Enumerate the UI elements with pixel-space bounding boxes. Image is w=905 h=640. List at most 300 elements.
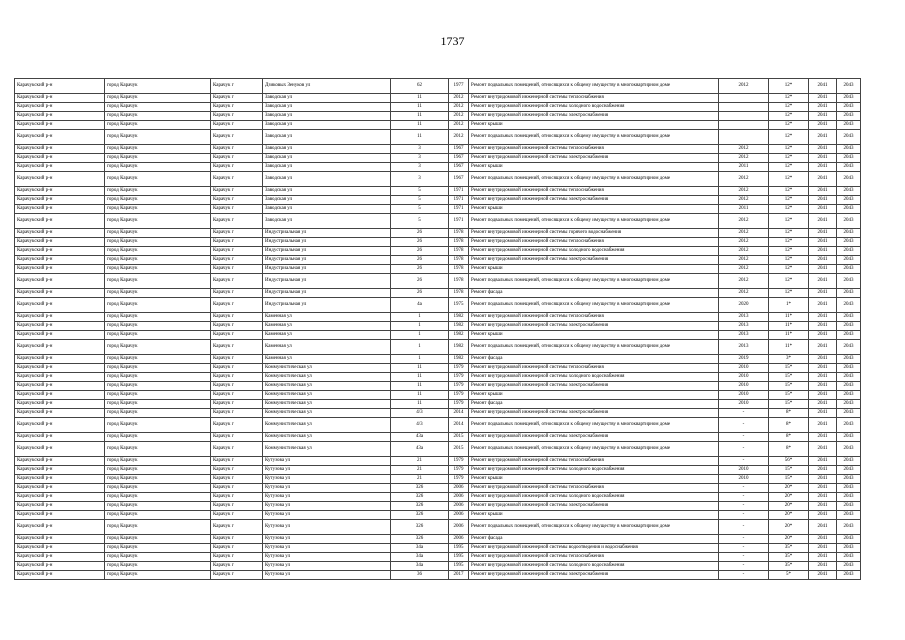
cell-duration: 12* — [769, 274, 809, 289]
cell-district: Карачукский р-н — [15, 502, 105, 511]
cell-last-repair: 2012 — [719, 289, 769, 298]
cell-duration: 15* — [769, 466, 809, 475]
cell-plan-end: 2043 — [837, 154, 861, 163]
table-row — [15, 172, 861, 187]
cell-duration: 35* — [769, 562, 809, 571]
cell-duration: 11* — [769, 331, 809, 340]
cell-duration: 12* — [769, 103, 809, 112]
cell-settlement: город Карачук — [105, 520, 211, 535]
cell-street: Кутузова ул — [263, 493, 391, 502]
cell-street: Заводская ул — [263, 130, 391, 145]
cell-house: 4/3 — [391, 409, 449, 418]
cell-house: 5 — [391, 196, 449, 205]
cell-work-type: Ремонт крыши — [469, 511, 719, 520]
cell-plan-start: 2041 — [809, 364, 837, 373]
cell-settlement: город Карачук — [105, 112, 211, 121]
cell-house: 3 — [391, 145, 449, 154]
cell-settlement: город Карачук — [105, 205, 211, 214]
cell-settlement: город Карачук — [105, 331, 211, 340]
cell-plan-end: 2043 — [837, 502, 861, 511]
cell-last-repair: - — [719, 493, 769, 502]
cell-district: Карачукский р-н — [15, 322, 105, 331]
cell-last-repair: 2010 — [719, 466, 769, 475]
table-row — [15, 475, 861, 484]
cell-locality: Карачук г — [211, 433, 263, 442]
cell-street: Коммунистическая ул — [263, 364, 391, 373]
cell-duration: 20* — [769, 511, 809, 520]
cell-built-year: 2012 — [449, 94, 469, 103]
cell-duration: 12* — [769, 154, 809, 163]
cell-locality: Карачук г — [211, 418, 263, 433]
cell-locality: Карачук г — [211, 154, 263, 163]
cell-street: Кутузова ул — [263, 502, 391, 511]
cell-district: Карачукский р-н — [15, 205, 105, 214]
cell-duration: 8* — [769, 418, 809, 433]
cell-district: Карачукский р-н — [15, 355, 105, 364]
page-number: 1737 — [440, 34, 465, 48]
cell-duration: 12* — [769, 172, 809, 187]
cell-settlement: город Карачук — [105, 484, 211, 493]
cell-plan-end: 2043 — [837, 205, 861, 214]
cell-plan-start: 2041 — [809, 382, 837, 391]
cell-last-repair: 2013 — [719, 340, 769, 355]
table-row — [15, 103, 861, 112]
cell-district: Карачукский р-н — [15, 298, 105, 313]
cell-street: Кутузова ул — [263, 535, 391, 544]
cell-last-repair: - — [719, 502, 769, 511]
cell-duration: 12* — [769, 121, 809, 130]
cell-plan-end: 2043 — [837, 382, 861, 391]
cell-house: 3 — [391, 163, 449, 172]
cell-house: 26 — [391, 256, 449, 265]
cell-built-year: 2006 — [449, 535, 469, 544]
cell-house: 11 — [391, 130, 449, 145]
cell-house: 326 — [391, 484, 449, 493]
cell-district: Карачукский р-н — [15, 163, 105, 172]
cell-plan-start: 2041 — [809, 94, 837, 103]
cell-plan-start: 2041 — [809, 145, 837, 154]
cell-plan-end: 2043 — [837, 409, 861, 418]
cell-street: Индустриальная ул — [263, 256, 391, 265]
cell-duration: 35* — [769, 544, 809, 553]
cell-settlement: город Карачук — [105, 298, 211, 313]
cell-settlement: город Карачук — [105, 163, 211, 172]
cell-house: 26 — [391, 229, 449, 238]
cell-duration: 20* — [769, 502, 809, 511]
table-row — [15, 298, 861, 313]
cell-last-repair: 2011 — [719, 205, 769, 214]
cell-plan-end: 2043 — [837, 400, 861, 409]
cell-plan-start: 2041 — [809, 391, 837, 400]
cell-street: Коммунистическая ул — [263, 409, 391, 418]
cell-locality: Карачук г — [211, 94, 263, 103]
cell-duration: 12* — [769, 187, 809, 196]
cell-last-repair: 2013 — [719, 331, 769, 340]
cell-work-type: Ремонт внутридомовой инженерной системы теплоснабжения — [469, 313, 719, 322]
cell-last-repair — [719, 121, 769, 130]
table-row — [15, 112, 861, 121]
cell-district: Карачукский р-н — [15, 154, 105, 163]
cell-last-repair: 2012 — [719, 256, 769, 265]
cell-work-type: Ремонт подвальных помещений, относящихся к общему имуществу в многоквартирном доме — [469, 274, 719, 289]
cell-street: Заводская ул — [263, 205, 391, 214]
table-row — [15, 196, 861, 205]
cell-settlement: город Карачук — [105, 145, 211, 154]
cell-settlement: город Карачук — [105, 400, 211, 409]
cell-locality: Карачук г — [211, 205, 263, 214]
cell-street: Заводская ул — [263, 187, 391, 196]
cell-house: 1 — [391, 355, 449, 364]
cell-plan-start: 2041 — [809, 535, 837, 544]
cell-street: Кутузова ул — [263, 475, 391, 484]
cell-street: Коммунистическая ул — [263, 382, 391, 391]
cell-street: Кутузова ул — [263, 457, 391, 466]
cell-street: Кутузова ул — [263, 562, 391, 571]
table-row — [15, 274, 861, 289]
cell-district: Карачукский р-н — [15, 544, 105, 553]
cell-plan-end: 2043 — [837, 121, 861, 130]
cell-plan-start: 2041 — [809, 238, 837, 247]
cell-plan-start: 2041 — [809, 247, 837, 256]
cell-built-year: 2014 — [449, 409, 469, 418]
cell-street: Индустриальная ул — [263, 238, 391, 247]
cell-settlement: город Карачук — [105, 433, 211, 442]
cell-work-type: Ремонт подвальных помещений, относящихся к общему имуществу в многоквартирном доме — [469, 520, 719, 535]
table-row — [15, 382, 861, 391]
cell-plan-end: 2043 — [837, 313, 861, 322]
cell-last-repair: 2012 — [719, 154, 769, 163]
cell-last-repair — [719, 94, 769, 103]
cell-locality: Карачук г — [211, 313, 263, 322]
table-row — [15, 154, 861, 163]
cell-house: 4/3 — [391, 418, 449, 433]
cell-district: Карачукский р-н — [15, 391, 105, 400]
cell-built-year: 2017 — [449, 571, 469, 580]
cell-street: Заводская ул — [263, 112, 391, 121]
cell-street: Заводская ул — [263, 172, 391, 187]
cell-work-type: Ремонт крыши — [469, 475, 719, 484]
table-row — [15, 520, 861, 535]
cell-district: Карачукский р-н — [15, 196, 105, 205]
cell-duration: 8* — [769, 442, 809, 457]
cell-plan-end: 2043 — [837, 571, 861, 580]
cell-built-year: 1967 — [449, 163, 469, 172]
cell-locality: Карачук г — [211, 331, 263, 340]
cell-plan-start: 2041 — [809, 373, 837, 382]
cell-district: Карачукский р-н — [15, 79, 105, 94]
cell-duration: 20* — [769, 535, 809, 544]
cell-built-year: 2012 — [449, 112, 469, 121]
cell-work-type: Ремонт фасада — [469, 400, 719, 409]
cell-house: 11 — [391, 121, 449, 130]
cell-settlement: город Карачук — [105, 571, 211, 580]
cell-plan-start: 2041 — [809, 457, 837, 466]
cell-district: Карачукский р-н — [15, 94, 105, 103]
cell-plan-end: 2043 — [837, 433, 861, 442]
cell-house: 26 — [391, 265, 449, 274]
table-row — [15, 571, 861, 580]
cell-locality: Карачук г — [211, 187, 263, 196]
cell-district: Карачукский р-н — [15, 433, 105, 442]
cell-street: Заводская ул — [263, 214, 391, 229]
cell-built-year: 1978 — [449, 265, 469, 274]
cell-house: 26 — [391, 238, 449, 247]
cell-locality: Карачук г — [211, 520, 263, 535]
cell-plan-start: 2041 — [809, 79, 837, 94]
cell-plan-start: 2041 — [809, 214, 837, 229]
cell-work-type: Ремонт внутридомовой инженерной системы холодного водоснабжения — [469, 466, 719, 475]
cell-district: Карачукский р-н — [15, 130, 105, 145]
cell-locality: Карачук г — [211, 322, 263, 331]
cell-locality: Карачук г — [211, 355, 263, 364]
cell-work-type: Ремонт крыши — [469, 331, 719, 340]
table-row — [15, 373, 861, 382]
cell-settlement: город Карачук — [105, 247, 211, 256]
cell-locality: Карачук г — [211, 256, 263, 265]
cell-house: 326 — [391, 502, 449, 511]
cell-street: Заводская ул — [263, 94, 391, 103]
cell-built-year: 2015 — [449, 442, 469, 457]
cell-duration: 12* — [769, 145, 809, 154]
cell-last-repair: 2012 — [719, 265, 769, 274]
cell-work-type: Ремонт подвальных помещений, относящихся к общему имуществу в многоквартирном доме — [469, 418, 719, 433]
table-row — [15, 94, 861, 103]
cell-plan-start: 2041 — [809, 502, 837, 511]
cell-built-year: 1967 — [449, 154, 469, 163]
cell-duration: 12* — [769, 229, 809, 238]
cell-plan-end: 2043 — [837, 214, 861, 229]
cell-plan-start: 2041 — [809, 418, 837, 433]
cell-duration: 5* — [769, 571, 809, 580]
cell-work-type: Ремонт внутридомовой инженерной системы теплоснабжения — [469, 145, 719, 154]
table-row — [15, 238, 861, 247]
cell-settlement: город Карачук — [105, 382, 211, 391]
cell-locality: Карачук г — [211, 475, 263, 484]
cell-last-repair: 2012 — [719, 238, 769, 247]
cell-last-repair: 2013 — [719, 322, 769, 331]
cell-last-repair — [719, 130, 769, 145]
cell-work-type: Ремонт крыши — [469, 265, 719, 274]
cell-plan-end: 2043 — [837, 391, 861, 400]
cell-plan-start: 2041 — [809, 475, 837, 484]
cell-built-year: 2014 — [449, 418, 469, 433]
cell-settlement: город Карачук — [105, 214, 211, 229]
cell-duration: 8* — [769, 409, 809, 418]
cell-duration: 20* — [769, 493, 809, 502]
cell-house: 34a — [391, 544, 449, 553]
cell-locality: Карачук г — [211, 553, 263, 562]
cell-work-type: Ремонт внутридомовой инженерной системы теплоснабжения — [469, 94, 719, 103]
cell-street: Кутузова ул — [263, 511, 391, 520]
cell-work-type: Ремонт внутридомовой инженерной системы электроснабжения — [469, 322, 719, 331]
cell-house: 11 — [391, 382, 449, 391]
cell-house: 43a — [391, 442, 449, 457]
cell-street: Каменная ул — [263, 355, 391, 364]
cell-street: Заводская ул — [263, 196, 391, 205]
cell-locality: Карачук г — [211, 442, 263, 457]
cell-last-repair: 2010 — [719, 364, 769, 373]
cell-district: Карачукский р-н — [15, 364, 105, 373]
cell-plan-start: 2041 — [809, 520, 837, 535]
cell-last-repair — [719, 103, 769, 112]
table-row — [15, 331, 861, 340]
cell-plan-start: 2041 — [809, 265, 837, 274]
cell-plan-start: 2041 — [809, 484, 837, 493]
cell-duration: 1* — [769, 298, 809, 313]
cell-plan-start: 2041 — [809, 493, 837, 502]
table-row — [15, 433, 861, 442]
cell-built-year: 2012 — [449, 121, 469, 130]
cell-house: 62 — [391, 79, 449, 94]
cell-plan-end: 2043 — [837, 196, 861, 205]
table-row — [15, 355, 861, 364]
cell-plan-end: 2043 — [837, 340, 861, 355]
cell-street: Индустриальная ул — [263, 247, 391, 256]
cell-plan-start: 2041 — [809, 196, 837, 205]
cell-last-repair: - — [719, 544, 769, 553]
cell-plan-end: 2043 — [837, 535, 861, 544]
cell-district: Карачукский р-н — [15, 520, 105, 535]
cell-duration: 12* — [769, 163, 809, 172]
table-row — [15, 553, 861, 562]
cell-duration: 12* — [769, 238, 809, 247]
cell-district: Карачукский р-н — [15, 274, 105, 289]
cell-house: 5 — [391, 187, 449, 196]
cell-settlement: город Карачук — [105, 442, 211, 457]
cell-work-type: Ремонт внутридомовой инженерной системы электроснабжения — [469, 154, 719, 163]
cell-duration: 15* — [769, 400, 809, 409]
cell-house: 11 — [391, 400, 449, 409]
cell-settlement: город Карачук — [105, 373, 211, 382]
cell-street: Кутузова ул — [263, 544, 391, 553]
cell-built-year: 2006 — [449, 484, 469, 493]
cell-street: Каменная ул — [263, 313, 391, 322]
cell-settlement: город Карачук — [105, 340, 211, 355]
cell-plan-start: 2041 — [809, 298, 837, 313]
cell-settlement: город Карачук — [105, 364, 211, 373]
cell-street: Кутузова ул — [263, 520, 391, 535]
cell-built-year: 1978 — [449, 238, 469, 247]
cell-house: 26 — [391, 274, 449, 289]
cell-last-repair: 2012 — [719, 214, 769, 229]
cell-plan-end: 2043 — [837, 562, 861, 571]
cell-settlement: город Карачук — [105, 121, 211, 130]
cell-house: 326 — [391, 493, 449, 502]
cell-settlement: город Карачук — [105, 289, 211, 298]
cell-plan-start: 2041 — [809, 187, 837, 196]
cell-plan-end: 2043 — [837, 442, 861, 457]
cell-plan-start: 2041 — [809, 331, 837, 340]
table-row — [15, 130, 861, 145]
cell-settlement: город Карачук — [105, 457, 211, 466]
cell-locality: Карачук г — [211, 214, 263, 229]
cell-district: Карачукский р-н — [15, 466, 105, 475]
cell-last-repair: 2011 — [719, 163, 769, 172]
table-row — [15, 313, 861, 322]
cell-house: 1 — [391, 331, 449, 340]
table-row — [15, 340, 861, 355]
cell-work-type: Ремонт подвальных помещений, относящихся к общему имуществу в многоквартирном доме — [469, 130, 719, 145]
cell-house: 34a — [391, 562, 449, 571]
cell-plan-start: 2041 — [809, 409, 837, 418]
cell-locality: Карачук г — [211, 466, 263, 475]
cell-district: Карачукский р-н — [15, 289, 105, 298]
table-row — [15, 229, 861, 238]
cell-last-repair: - — [719, 442, 769, 457]
cell-last-repair: - — [719, 433, 769, 442]
cell-plan-end: 2043 — [837, 331, 861, 340]
cell-duration: 12* — [769, 196, 809, 205]
cell-locality: Карачук г — [211, 163, 263, 172]
cell-district: Карачукский р-н — [15, 442, 105, 457]
cell-last-repair: 2010 — [719, 373, 769, 382]
cell-settlement: город Карачук — [105, 409, 211, 418]
cell-built-year: 1995 — [449, 544, 469, 553]
cell-district: Карачукский р-н — [15, 172, 105, 187]
cell-last-repair: - — [719, 418, 769, 433]
cell-settlement: город Карачук — [105, 274, 211, 289]
cell-duration: 20* — [769, 484, 809, 493]
cell-district: Карачукский р-н — [15, 571, 105, 580]
cell-locality: Карачук г — [211, 364, 263, 373]
cell-last-repair: 2012 — [719, 145, 769, 154]
cell-work-type: Ремонт внутридомовой инженерной системы теплоснабжения — [469, 238, 719, 247]
cell-locality: Карачук г — [211, 196, 263, 205]
cell-plan-start: 2041 — [809, 466, 837, 475]
cell-plan-end: 2043 — [837, 484, 861, 493]
cell-street: Коммунистическая ул — [263, 373, 391, 382]
cell-plan-end: 2043 — [837, 493, 861, 502]
cell-last-repair: 2010 — [719, 400, 769, 409]
cell-built-year: 1982 — [449, 313, 469, 322]
cell-plan-end: 2043 — [837, 373, 861, 382]
cell-street: Каменная ул — [263, 322, 391, 331]
table-row — [15, 484, 861, 493]
cell-built-year: 1978 — [449, 289, 469, 298]
cell-plan-start: 2041 — [809, 163, 837, 172]
cell-settlement: город Карачук — [105, 94, 211, 103]
cell-street: Заводская ул — [263, 103, 391, 112]
cell-locality: Карачук г — [211, 391, 263, 400]
table-row — [15, 214, 861, 229]
table-row — [15, 493, 861, 502]
cell-plan-start: 2041 — [809, 571, 837, 580]
cell-plan-start: 2041 — [809, 442, 837, 457]
cell-settlement: город Карачук — [105, 256, 211, 265]
cell-locality: Карачук г — [211, 274, 263, 289]
cell-house: 3 — [391, 154, 449, 163]
cell-plan-start: 2041 — [809, 229, 837, 238]
table-row — [15, 187, 861, 196]
cell-last-repair: 2020 — [719, 298, 769, 313]
cell-work-type: Ремонт подвальных помещений, относящихся к общему имуществу в многоквартирном доме — [469, 172, 719, 187]
cell-plan-end: 2043 — [837, 112, 861, 121]
cell-work-type: Ремонт фасада — [469, 289, 719, 298]
cell-settlement: город Карачук — [105, 103, 211, 112]
cell-house: 1 — [391, 313, 449, 322]
cell-settlement: город Карачук — [105, 154, 211, 163]
cell-street: Коммунистическая ул — [263, 391, 391, 400]
cell-duration: 12* — [769, 247, 809, 256]
table-row — [15, 562, 861, 571]
cell-last-repair: 2012 — [719, 187, 769, 196]
cell-district: Карачукский р-н — [15, 103, 105, 112]
cell-settlement: город Карачук — [105, 418, 211, 433]
cell-street: Кутузова ул — [263, 553, 391, 562]
cell-street: Индустриальная ул — [263, 289, 391, 298]
cell-built-year: 1978 — [449, 247, 469, 256]
cell-plan-end: 2043 — [837, 187, 861, 196]
